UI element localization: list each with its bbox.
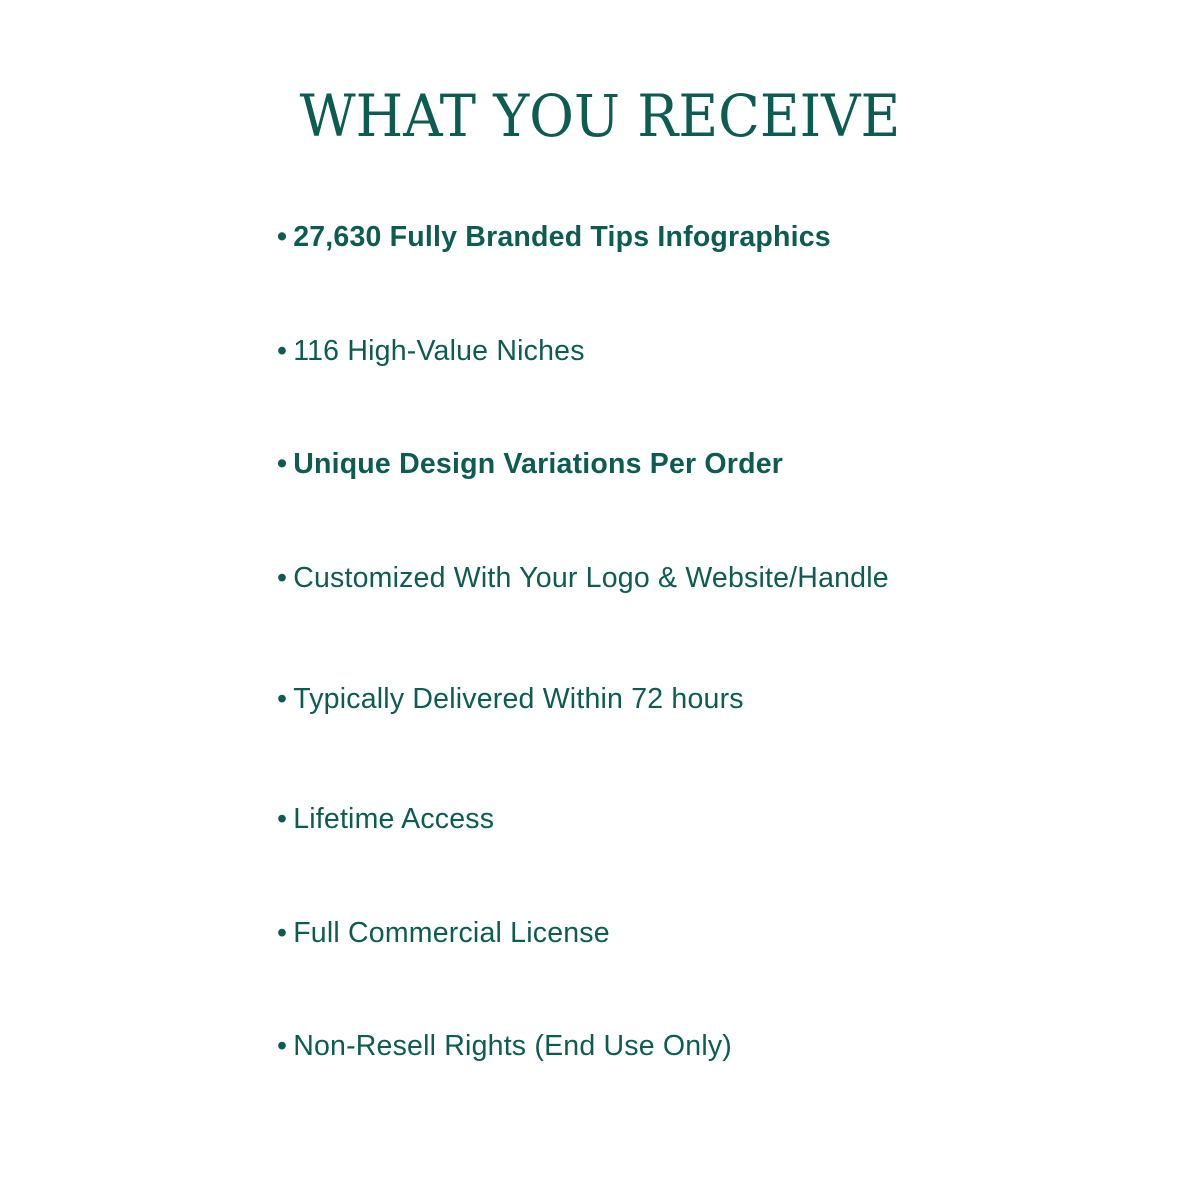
list-item-commercial-license — [277, 913, 610, 953]
bullet-icon: • — [277, 1030, 288, 1062]
bullet-icon: • — [277, 221, 288, 253]
page-title: WHAT YOU RECEIVE — [299, 82, 901, 150]
bullet-icon: • — [277, 683, 288, 715]
list-item-lifetime-access — [277, 799, 494, 839]
list-item-label: Unique Design Variations Per Order — [293, 448, 784, 480]
list-item-label: Customized With Your Logo & Website/Handle — [293, 562, 889, 594]
list-item-infographics — [277, 217, 831, 257]
list-item-design-variations — [277, 444, 783, 484]
list-item-label: Lifetime Access — [293, 803, 495, 835]
bullet-icon: • — [277, 562, 288, 594]
list-item-label: Full Commercial License — [293, 917, 610, 949]
list-item-label: 116 High-Value Niches — [293, 335, 585, 367]
list-item-customized — [277, 558, 889, 598]
list-item-delivery — [277, 679, 744, 719]
list-item-label: Typically Delivered Within 72 hours — [293, 683, 744, 715]
bullet-icon: • — [277, 448, 288, 480]
list-item-label: Non-Resell Rights (End Use Only) — [293, 1030, 732, 1062]
bullet-icon: • — [277, 917, 288, 949]
bullet-icon: • — [277, 335, 288, 367]
bullet-icon: • — [277, 803, 288, 835]
list-item-niches — [277, 331, 585, 371]
list-item-label: 27,630 Fully Branded Tips Infographics — [293, 221, 831, 253]
list-item-resell-rights — [277, 1026, 732, 1066]
